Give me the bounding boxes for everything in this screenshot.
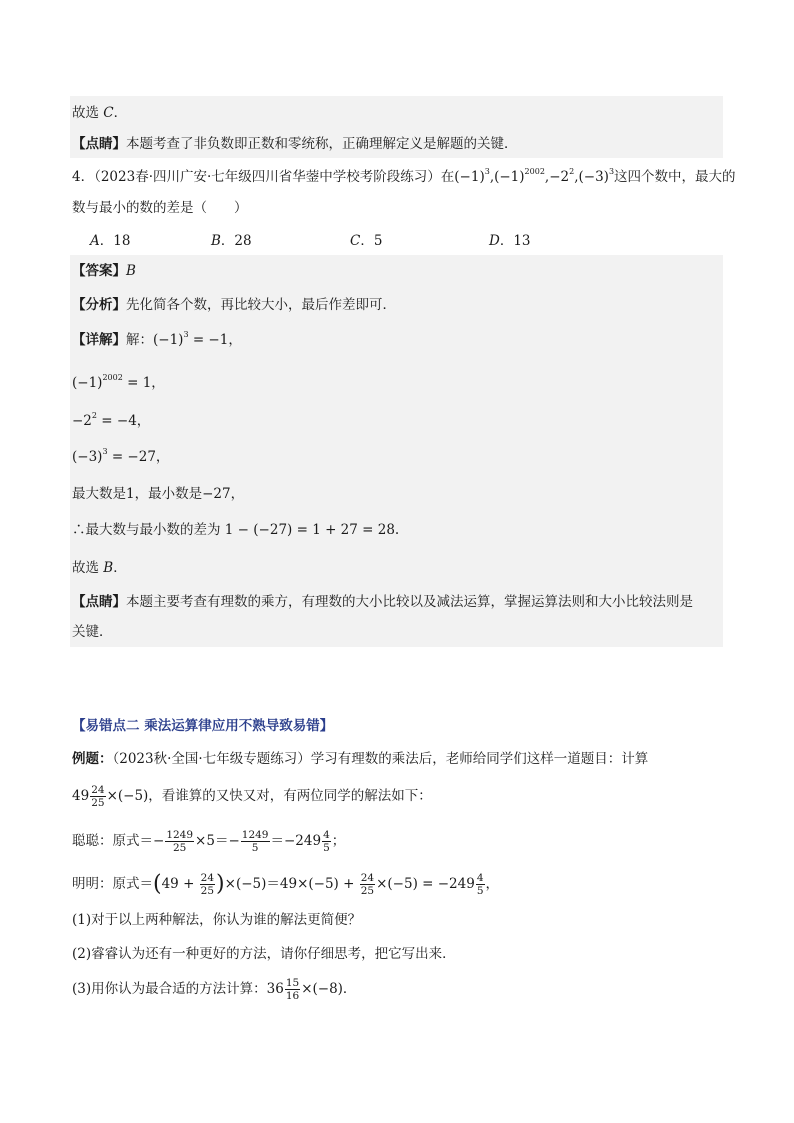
option-d: D．13 [489,233,531,249]
dianjing-label: 【点睛】 [72,136,126,152]
sub-question-1: (1)对于以上两种解法，你认为谁的解法更简便？ [72,912,362,928]
example-label: 例题： [72,751,113,767]
fenxi-label: 【分析】 [72,297,126,313]
q4-stem-prefix: 4．（2023春·四川广安·七年级四川省华蓥中学校考阶段练习）在 [72,169,455,185]
q4-xiangjie-line6: ∴最大数与最小数的差为 1 − (−27) = 1 + 27 = 28. [72,522,400,538]
mingming-solution: 明明：原式＝(49 + $\frac{24}{25}$ )×(−5)＝49×(−5) + $\frac{24}{25}$ ×(−5) = −249 $\frac{4}{5}$ ， [72,871,499,897]
choose-c: 故选 C． [72,105,128,121]
answer-label: 【答案】 [72,263,126,279]
dianjing-text: 本题考查了非负数即正数和零统称，正确理解定义是解题的关键． [126,136,518,152]
q4-fenxi [72,295,396,315]
fenxi-text: 先化简各个数，再比较大小，最后作差即可． [126,297,396,313]
q4-xiangjie-line1: 【详解】解：$(-1)^3 = -1$， [72,330,242,348]
answer-value: B [126,263,136,279]
q4-xiangjie-line2: $(-1)^{2002} = 1$， [72,373,165,391]
option-a: A．18 [90,233,131,249]
example-line [72,749,648,769]
sub-question-2: (2)睿睿认为还有一种更好的方法，请你仔细思考，把它写出来． [72,946,456,962]
example-text: （2023秋·全国·七年级专题练习）学习有理数的乘法后，老师给同学们这样一道题目：计算 [112,751,649,767]
q4-choose: 故选 B． [72,560,127,576]
expr-line: 49 $\frac{24}{25}$ ×(−5)，看谁算的又快又对，有两位同学的解法如下： [72,784,432,809]
section2-heading: 【易错点二 乘法运算律应用不熟导致易错】 [72,718,334,734]
q4-dianjing-text: 本题主要考查有理数的乘方，有理数的大小比较以及减法运算，掌握运算法则和大小比较法则是 [126,594,693,610]
sub-question-3: (3)用你认为最合适的方法计算：36 $\frac{15}{16}$ ×(−8)． [72,977,357,1002]
q4-stem-expr: $(-1)^3,(-1)^{2002},-2^2,(-3)^3$ [454,167,615,185]
q4-stem-suffix: 这四个数中，最大的 [614,169,736,185]
q4-answer [72,261,136,281]
q4-dianjing-line1 [72,592,693,612]
top-dianjing [72,134,518,154]
xiangjie-label: 【详解】 [72,332,126,348]
q4-xiangjie-line3: $-2^2 = -4$， [72,411,151,429]
option-c: C．5 [350,233,383,249]
q4-xiangjie-line5: 最大数是1，最小数是−27， [72,486,245,502]
q4-xiangjie-line4: $(-3)^3 = -27$， [72,447,170,465]
q4-dianjing-line2: 关键． [72,624,113,640]
q4-stem-line2: 数与最小的数的差是（ ） [72,200,248,216]
q4-dianjing-label: 【点睛】 [72,594,126,610]
option-b: B．28 [211,233,252,249]
congcong-solution: 聪聪：原式＝− $\frac{1249}{25}$ ×5＝− $\frac{1249}{5}$ ＝−249 $\frac{4}{5}$ ； [72,829,346,854]
q4-stem-line1 [72,167,736,189]
